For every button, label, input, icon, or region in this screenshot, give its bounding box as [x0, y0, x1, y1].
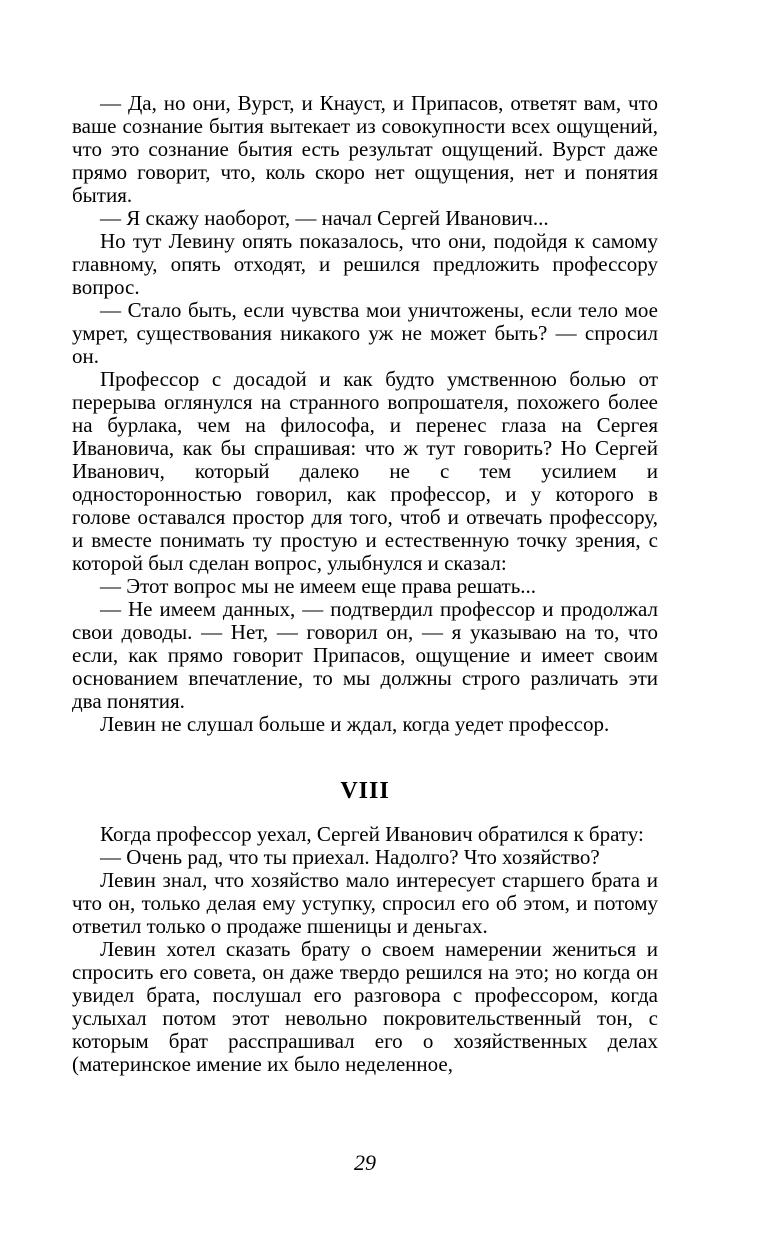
paragraph: — Очень рад, что ты приехал. Надолго? Что хозяйство?	[100, 845, 600, 869]
paragraph: — Этот вопрос мы не имеем еще права решать...	[100, 574, 537, 598]
paragraph: Когда профессор уехал, Сергей Иванович обратился к брату:	[100, 822, 644, 846]
chapter-heading: VIII	[340, 778, 390, 804]
chapter-text	[72, 823, 658, 1076]
paragraph: Но тут Левину опять показалось, что они, подойдя к самому главному, опять отходят, и решился предложить профессору вопрос.	[72, 229, 658, 299]
paragraph: Профессор с досадой и как будто умственною болью от перерыва оглянулся на странного вопрошателя, похожего более на бурлака, чем на философа, и перенес глаза на Сергея Ивановича, как бы спрашивая: что ж тут говорить? Но Сергей Иванович, который далеко не с тем усилием и односторонностью говорил, как профессор, и у которого в голове оставался простор для того, чтоб и отвечать профессору, и вместе понимать ту простую и естественную точку зрения, с которой был сделан вопрос, улыбнулся и сказал:	[72, 367, 658, 575]
paragraph: Левин хотел сказать брату о своем намерении жениться и спросить его совета, он даже твердо решился на это; но когда он увидел брата, послушал его разговора с профессором, когда услыхал потом этот невольно покровительственный тон, с которым брат расспрашивал его о хозяйственных делах (материнское имение их было неделенное,	[72, 937, 658, 1076]
paragraph: — Стало быть, если чувства мои уничтожены, если тело мое умрет, существования никакого уж не может быть? — спросил он.	[72, 298, 658, 368]
section-before-text	[72, 92, 658, 736]
page-number: 29	[354, 1150, 376, 1175]
paragraph: — Я скажу наоборот, — начал Сергей Иванович...	[100, 206, 549, 230]
paragraph: Левин не слушал больше и ждал, когда уедет профессор.	[100, 712, 610, 736]
paragraph: — Да, но они, Вурст, и Кнауст, и Припасов, ответят вам, что ваше сознание бытия вытекает из совокупности всех ощущений, что это сознание бытия есть результат ощущений. Вурст даже прямо говорит, что, коль скоро нет ощущения, нет и понятия бытия.	[72, 91, 658, 207]
paragraph: — Не имеем данных, — подтвердил профессор и продолжал свои доводы. — Нет, — говорил он, — я указываю на то, что если, как прямо говорит Припасов, ощущение и имеет своим основанием впечатление, то мы должны строго различать эти два понятия.	[72, 597, 658, 713]
paragraph: Левин знал, что хозяйство мало интересует старшего брата и что он, только делая ему уступку, спросил его об этом, и потому ответил только о продаже пшеницы и деньгах.	[72, 868, 658, 938]
